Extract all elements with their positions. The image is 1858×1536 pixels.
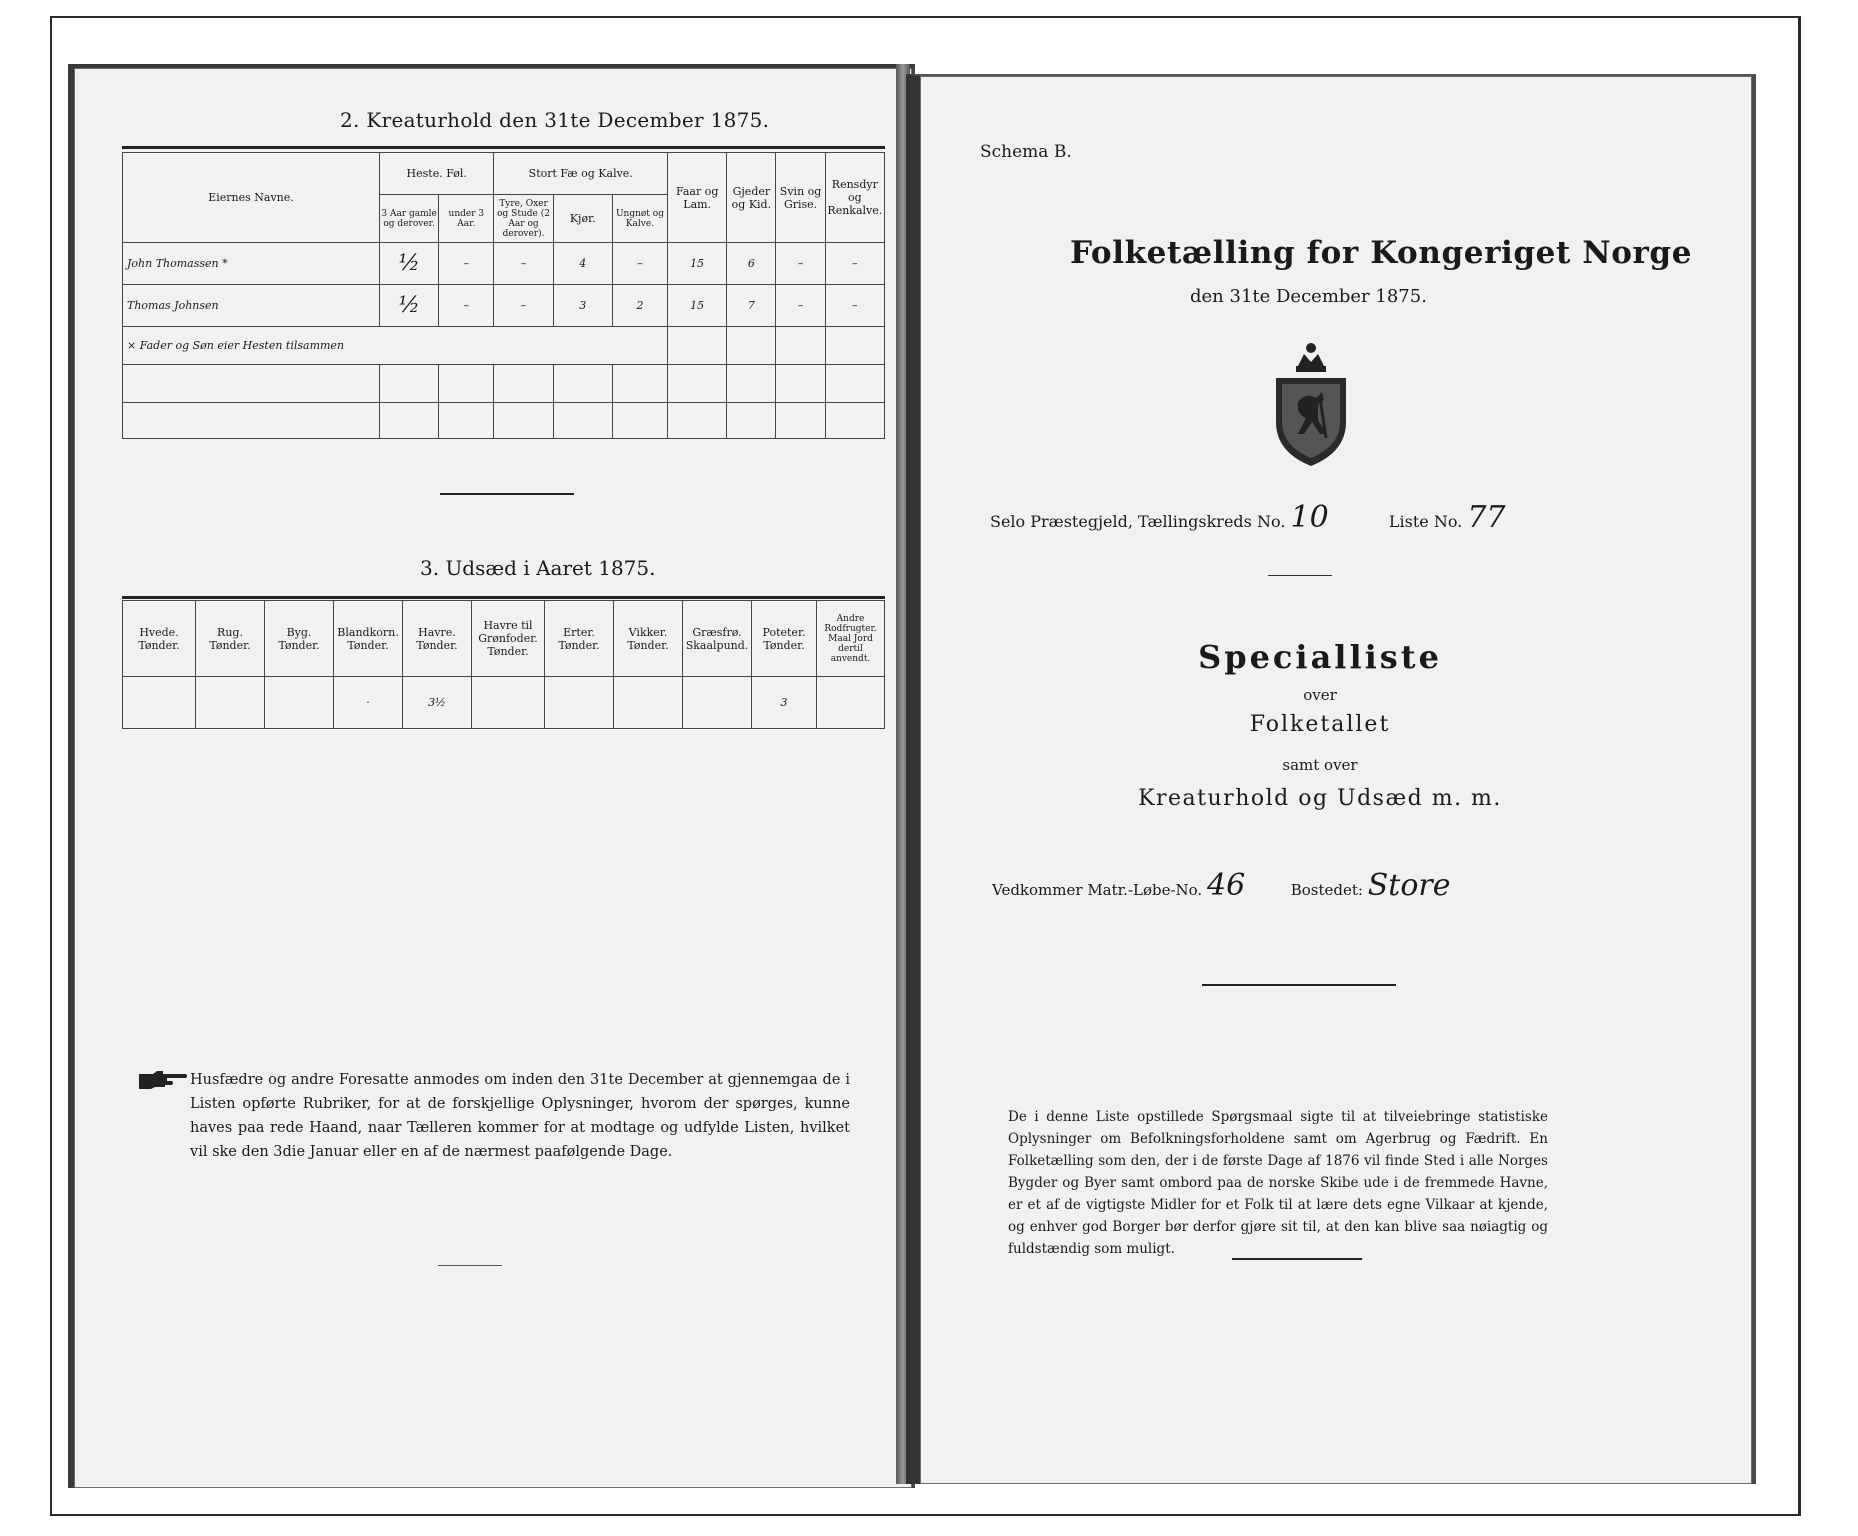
col-header: Poteter. Tønder. [752, 601, 817, 677]
cell: – [776, 285, 825, 327]
samt-over-text: samt over [1282, 756, 1358, 774]
col-faar: Faar og Lam. [668, 153, 727, 243]
cell: 3 [752, 677, 817, 729]
col-gjeder: Gjeder og Kid. [727, 153, 776, 243]
col-header: Byg. Tønder. [265, 601, 334, 677]
col-kjor: Kjør. [553, 195, 612, 243]
cell: 2 [612, 285, 667, 327]
cell: – [776, 243, 825, 285]
table-row [123, 403, 885, 439]
census-title: Folketælling for Kongeriget Norge [1070, 235, 1693, 271]
cell: · [334, 677, 403, 729]
col-header: Vikker. Tønder. [614, 601, 683, 677]
rule [438, 1265, 502, 1266]
cell: 4 [553, 243, 612, 285]
matrikkel-label: Vedkommer Matr.-Løbe-No. [992, 881, 1203, 899]
cell: – [825, 285, 884, 327]
col-header: Blandkorn. Tønder. [334, 601, 403, 677]
handwritten-note: × Fader og Søn eier Hesten tilsammen [123, 327, 668, 365]
col-stort-fae: Stort Fæ og Kalve. [494, 153, 668, 195]
cell [614, 677, 683, 729]
cell [683, 677, 752, 729]
cell: 15 [668, 285, 727, 327]
col-header: Havre til Grønfoder. Tønder. [472, 601, 545, 677]
explanatory-paragraph: De i denne Liste opstillede Spørgsmaal sigte til at tilveiebringe statistiske Oplysninger om Befolkningsforholdene samt om Agerbrug og Fædrift. En Folketælling som den, der i de første Dage af 1876 vil finde Sted i alle Norges Bygder og Byer samt ombord paa de norske Skibe ude i de fremmede Havne, er et af de vigtigste Midler for et Folk til at lære dets egne Vilkaar at kjende, og enhver god Borger bør derfor gjøre sit til, at den kan blive saa nøiagtig og fuldstændig som muligt. [1008, 1109, 1548, 1257]
schema-label: Schema B. [980, 142, 1072, 162]
separator-rule [440, 493, 574, 495]
col-heste: Heste. Føl. [380, 153, 494, 195]
rule [122, 146, 885, 149]
cell [196, 677, 265, 729]
col-owner-names: Eiernes Navne. [123, 153, 380, 243]
liste-number: 77 [1467, 500, 1506, 535]
pointing-hand-icon [138, 1070, 188, 1090]
col-svin: Svin og Grise. [776, 153, 825, 243]
col-ungnot: Ungnøt og Kalve. [612, 195, 667, 243]
cell: – [494, 285, 553, 327]
matrikkel-number: 46 [1207, 868, 1246, 903]
cell: ½ [380, 243, 439, 285]
cell [265, 677, 334, 729]
cell: 7 [727, 285, 776, 327]
table-row [123, 365, 885, 403]
cell: – [439, 243, 494, 285]
cell: 15 [668, 243, 727, 285]
seed-table [122, 600, 885, 729]
cell: – [825, 243, 884, 285]
cell: ½ [380, 285, 439, 327]
cell [545, 677, 614, 729]
section-2-title: 2. Kreaturhold den 31te December 1875. [340, 108, 770, 132]
over-text: over [1303, 686, 1337, 704]
bosted-value: Store [1367, 868, 1451, 903]
table-row [123, 327, 885, 365]
owner-name: Thomas Johnsen [123, 285, 380, 327]
table-row [123, 243, 885, 285]
col-heste-old: 3 Aar gamle og derover. [380, 195, 439, 243]
liste-label: Liste No. [1388, 512, 1463, 531]
cell [817, 677, 885, 729]
col-tyre: Tyre, Oxer og Stude (2 Aar og derover). [494, 195, 553, 243]
notice-text: Husfædre og andre Foresatte anmodes om inden den 31te December at gjennemgaa de i Listen opførte Rubriker, for at de forskjellige Oplysninger, hvorom der spørges, kunne haves paa rede Haand, naar Tælleren kommer for at modtage og udfylde Listen, hvilket vil ske den 3die Januar eller en af de nærmest paafølgende Dage. [190, 1072, 850, 1160]
kreaturhold-heading: Kreaturhold og Udsæd m. m. [1138, 786, 1502, 811]
owner-name: John Thomassen * [123, 243, 380, 285]
table-row [123, 285, 885, 327]
coat-of-arms-icon [1268, 338, 1354, 468]
folketallet-heading: Folketallet [1249, 712, 1391, 737]
col-heste-young: under 3 Aar. [439, 195, 494, 243]
cell [472, 677, 545, 729]
cell: – [439, 285, 494, 327]
col-header: Græsfrø. Skaalpund. [683, 601, 752, 677]
matrikkel-line [992, 868, 1451, 903]
table-row [123, 677, 885, 729]
district-line [990, 500, 1506, 535]
cell: 3½ [403, 677, 472, 729]
col-header: Hvede. Tønder. [123, 601, 196, 677]
rule [1268, 575, 1332, 576]
census-date: den 31te December 1875. [1190, 286, 1427, 307]
col-rensdyr: Rensdyr og Renkalve. [825, 153, 884, 243]
section-3-title: 3. Udsæd i Aaret 1875. [420, 556, 656, 580]
col-header: Havre. Tønder. [403, 601, 472, 677]
col-header: Andre Rodfrugter. Maal Jord dertil anvendt. [817, 601, 885, 677]
rule [1202, 984, 1396, 986]
cell: – [612, 243, 667, 285]
prestegjeld-label: Selo Præstegjeld, Tællingskreds No. [990, 512, 1286, 531]
col-header: Rug. Tønder. [196, 601, 265, 677]
kreds-number: 10 [1290, 500, 1329, 535]
col-header: Erter. Tønder. [545, 601, 614, 677]
bosted-label: Bostedet: [1290, 881, 1363, 899]
cell [123, 677, 196, 729]
cell: – [494, 243, 553, 285]
specialliste-heading: Specialliste [1198, 638, 1442, 676]
livestock-table [122, 152, 885, 439]
rule [122, 596, 885, 599]
cell: 3 [553, 285, 612, 327]
rule [1232, 1258, 1362, 1260]
cell: 6 [727, 243, 776, 285]
